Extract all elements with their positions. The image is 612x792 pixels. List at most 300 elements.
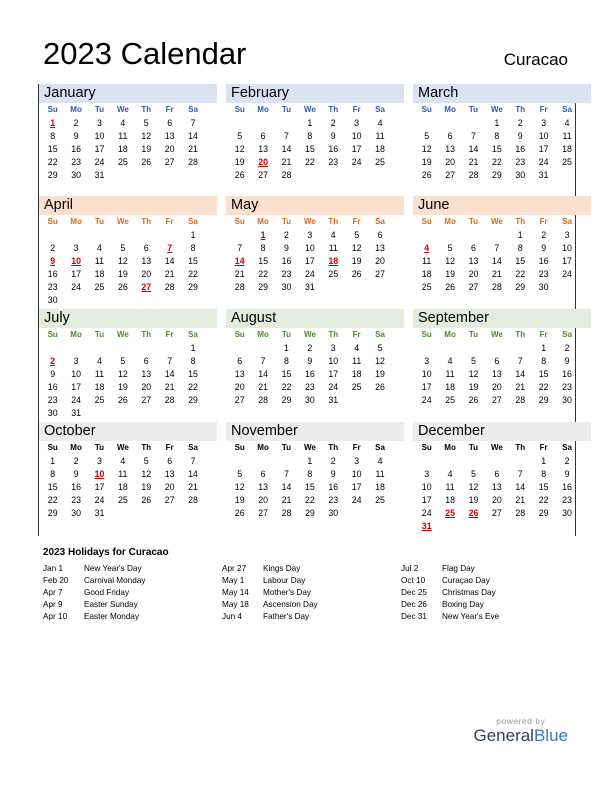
holiday-date-text: Dec 31	[401, 612, 427, 621]
empty-cell	[111, 229, 134, 242]
date-cell: 15	[188, 369, 198, 380]
weekday-label: Fr	[165, 330, 174, 339]
date-cell: 23	[304, 382, 315, 393]
date-cell: 18	[562, 144, 572, 155]
holiday-item	[43, 611, 145, 623]
weekday-label: Th	[515, 217, 526, 226]
empty-cell	[462, 455, 485, 468]
date-cell: 19	[117, 382, 128, 393]
date-cell: 6	[494, 469, 500, 480]
holiday-date-text: Apr 7	[43, 588, 63, 597]
date-cell: 20	[141, 269, 152, 280]
date-cell: 5	[377, 343, 383, 353]
date-cell: 21	[515, 382, 526, 393]
date-cell: 4	[377, 118, 383, 128]
date-cell: 21	[515, 495, 526, 506]
month-name: November	[226, 422, 404, 441]
date-cell: 28	[188, 157, 198, 168]
holiday-date-text: Jul 2	[401, 564, 419, 573]
weekday-label: Tu	[281, 330, 292, 339]
weekday-label: Mo	[444, 217, 456, 226]
week-row	[413, 342, 591, 355]
date-cell: 12	[141, 469, 152, 480]
week-row	[226, 169, 404, 182]
holiday-date: 20	[258, 157, 268, 168]
date-cell: 18	[445, 382, 455, 393]
date-cell: 14	[164, 369, 175, 380]
week-row	[413, 268, 591, 281]
date-cell: 15	[515, 256, 526, 267]
date-cell: 27	[164, 495, 175, 506]
holiday-date: 4	[424, 243, 430, 254]
date-cell: 30	[281, 282, 292, 293]
date-cell: 11	[445, 369, 455, 380]
date-cell: 13	[491, 482, 502, 493]
date-cell: 19	[375, 369, 385, 380]
date-cell: 12	[421, 144, 432, 155]
weekday-label: Tu	[468, 217, 479, 226]
holiday-item	[401, 611, 499, 623]
date-cell: 19	[117, 269, 128, 280]
date-cell: 29	[538, 395, 549, 406]
date-cell: 16	[328, 482, 339, 493]
month-name: February	[226, 84, 404, 103]
date-cell: 19	[421, 157, 432, 168]
date-cell: 14	[491, 256, 502, 267]
weekday-label: Tu	[94, 217, 105, 226]
empty-cell	[158, 342, 181, 355]
month-name: October	[39, 422, 217, 441]
date-cell: 12	[234, 482, 245, 493]
date-cell: 25	[445, 395, 455, 406]
empty-cell	[509, 342, 532, 355]
date-cell: 29	[47, 508, 58, 519]
date-cell: 26	[117, 395, 128, 406]
week-row	[413, 169, 591, 182]
date-cell: 26	[141, 495, 152, 506]
weekday-label: Sa	[188, 105, 198, 114]
week-row	[39, 381, 217, 394]
week-row	[413, 468, 591, 481]
week-row	[226, 143, 404, 156]
date-cell: 11	[445, 482, 455, 493]
weekday-label: Sa	[188, 330, 198, 339]
week-row	[413, 281, 591, 294]
date-cell: 9	[307, 356, 313, 367]
weekday-label: Tu	[94, 330, 105, 339]
weekday-label: Mo	[70, 330, 82, 339]
date-cell: 20	[445, 157, 455, 168]
date-cell: 21	[188, 144, 198, 155]
weekday-label: Th	[141, 330, 152, 339]
date-cell: 22	[188, 269, 198, 280]
date-cell: 8	[541, 356, 547, 367]
date-cell: 14	[281, 144, 292, 155]
week-row	[413, 355, 591, 368]
date-cell: 6	[494, 356, 500, 367]
date-cell: 25	[375, 157, 385, 168]
holiday-item	[43, 587, 145, 599]
holiday-date: 31	[421, 521, 432, 532]
date-cell: 16	[47, 269, 58, 280]
date-cell: 28	[258, 395, 268, 406]
calendar-grid	[38, 84, 576, 536]
date-cell: 2	[330, 118, 336, 128]
week-row	[226, 481, 404, 494]
weekday-label: We	[490, 443, 503, 452]
date-cell: 6	[237, 356, 243, 367]
empty-cell	[438, 455, 461, 468]
holiday-item	[401, 575, 499, 587]
date-cell: 11	[562, 131, 572, 142]
empty-cell	[158, 229, 181, 242]
date-cell: 23	[47, 395, 58, 406]
weekday-header	[226, 328, 404, 342]
date-cell: 16	[562, 482, 572, 493]
weekday-label: Su	[234, 105, 245, 114]
week-row	[39, 342, 217, 355]
holiday-date: 9	[50, 256, 56, 267]
date-cell: 23	[562, 495, 572, 506]
week-row	[39, 229, 217, 242]
week-row	[39, 255, 217, 268]
week-row	[413, 494, 591, 507]
date-cell: 4	[120, 456, 126, 466]
weekday-label: We	[303, 443, 316, 452]
date-cell: 4	[564, 118, 570, 128]
weekday-label: We	[490, 105, 503, 114]
date-cell: 3	[330, 343, 336, 353]
date-cell: 21	[188, 482, 198, 493]
date-cell: 30	[328, 508, 339, 519]
weekday-label: Su	[421, 105, 432, 114]
weekday-label: We	[116, 330, 129, 339]
date-cell: 18	[445, 495, 455, 506]
holiday-item	[43, 599, 145, 611]
date-cell: 17	[421, 495, 432, 506]
weekday-label: Th	[515, 330, 526, 339]
date-cell: 4	[120, 118, 126, 128]
date-cell: 25	[421, 282, 432, 293]
date-cell: 20	[258, 495, 268, 506]
date-cell: 10	[421, 482, 432, 493]
weekday-header	[39, 103, 217, 117]
date-cell: 4	[330, 230, 336, 240]
holiday-date-text: Dec 25	[401, 588, 427, 597]
date-cell: 20	[375, 256, 385, 267]
date-cell: 25	[117, 495, 128, 506]
date-cell: 28	[515, 508, 526, 519]
date-cell: 22	[304, 495, 315, 506]
week-row	[413, 143, 591, 156]
date-cell: 19	[468, 495, 479, 506]
date-cell: 12	[234, 144, 245, 155]
date-cell: 25	[94, 395, 105, 406]
weekday-label: Tu	[468, 443, 479, 452]
weekday-label: Fr	[539, 443, 548, 452]
month-october	[39, 422, 217, 534]
date-cell: 6	[260, 131, 266, 142]
date-cell: 26	[117, 282, 128, 293]
weekday-label: Mo	[257, 217, 269, 226]
week-row	[39, 481, 217, 494]
weekday-label: Fr	[352, 330, 361, 339]
date-cell: 11	[375, 469, 385, 480]
date-cell: 26	[141, 157, 152, 168]
country-label: Curacao	[503, 50, 568, 69]
date-cell: 22	[491, 157, 502, 168]
weekday-label: Su	[421, 330, 432, 339]
weekday-label: Mo	[444, 443, 456, 452]
holiday-date-text: Apr 10	[43, 612, 68, 621]
weekday-label: Fr	[352, 217, 361, 226]
weekday-label: We	[490, 330, 503, 339]
weekday-label: Mo	[257, 443, 269, 452]
weekday-label: Su	[421, 217, 432, 226]
week-row	[39, 294, 217, 307]
date-cell: 5	[237, 131, 243, 142]
week-row	[39, 468, 217, 481]
date-cell: 21	[164, 382, 175, 393]
weekday-header	[39, 215, 217, 229]
date-cell: 27	[234, 395, 245, 406]
brand-general: General	[473, 726, 534, 745]
date-cell: 1	[541, 343, 547, 353]
date-cell: 9	[541, 243, 547, 254]
date-cell: 1	[50, 456, 56, 466]
date-cell: 24	[71, 282, 81, 293]
date-cell: 13	[468, 256, 479, 267]
weekday-label: We	[116, 443, 129, 452]
holiday-date: 1	[50, 118, 56, 128]
week-row	[39, 156, 217, 169]
date-cell: 15	[491, 144, 502, 155]
date-cell: 18	[94, 382, 105, 393]
date-cell: 16	[71, 482, 81, 493]
week-row	[226, 130, 404, 143]
holidays-title: 2023 Holidays for Curacao	[43, 547, 169, 558]
date-cell: 26	[375, 382, 385, 393]
holiday-name: Boxing Day	[442, 600, 484, 609]
date-cell: 15	[538, 369, 549, 380]
weekday-label: Su	[234, 330, 245, 339]
date-cell: 24	[351, 157, 362, 168]
holiday-name: Easter Sunday	[84, 600, 138, 609]
holiday-name: Good Friday	[84, 588, 130, 597]
date-cell: 27	[445, 170, 455, 181]
date-cell: 3	[424, 356, 430, 367]
date-cell: 10	[538, 131, 549, 142]
date-cell: 12	[445, 256, 455, 267]
date-cell: 26	[445, 282, 455, 293]
date-cell: 1	[307, 118, 313, 128]
date-cell: 14	[188, 131, 198, 142]
holiday-date-text: Apr 27	[222, 564, 247, 573]
date-cell: 10	[421, 369, 432, 380]
date-cell: 5	[471, 469, 476, 480]
date-cell: 20	[491, 495, 502, 506]
date-cell: 6	[377, 230, 383, 240]
date-cell: 28	[281, 508, 292, 519]
holiday-date-text: Jan 1	[43, 564, 64, 573]
date-cell: 9	[564, 469, 570, 480]
weekday-label: Tu	[468, 330, 479, 339]
date-cell: 30	[515, 170, 526, 181]
weekday-header	[226, 215, 404, 229]
date-cell: 17	[351, 482, 362, 493]
week-row	[226, 117, 404, 130]
date-cell: 7	[517, 356, 523, 367]
date-cell: 10	[328, 356, 339, 367]
week-row	[226, 229, 404, 242]
date-cell: 23	[71, 495, 81, 506]
date-cell: 6	[143, 243, 149, 254]
weekday-header	[413, 103, 591, 117]
date-cell: 28	[491, 282, 502, 293]
date-cell: 22	[281, 382, 292, 393]
date-cell: 19	[141, 482, 152, 493]
date-cell: 23	[281, 269, 292, 280]
month-november	[226, 422, 404, 534]
date-cell: 29	[491, 170, 502, 181]
week-row	[39, 394, 217, 407]
date-cell: 7	[237, 243, 243, 254]
date-cell: 1	[494, 118, 500, 128]
date-cell: 5	[354, 230, 360, 240]
week-row	[413, 156, 591, 169]
date-cell: 22	[47, 495, 58, 506]
holiday-name: Kings Day	[263, 564, 301, 573]
date-cell: 16	[47, 382, 58, 393]
date-cell: 3	[354, 456, 360, 466]
date-cell: 5	[120, 243, 126, 254]
date-cell: 7	[471, 131, 476, 142]
weekday-label: Sa	[562, 105, 572, 114]
date-cell: 7	[517, 469, 523, 480]
date-cell: 5	[424, 131, 430, 142]
date-cell: 20	[141, 382, 152, 393]
weekday-label: Mo	[257, 330, 269, 339]
month-name: August	[226, 309, 404, 328]
date-cell: 27	[164, 157, 175, 168]
date-cell: 10	[71, 369, 81, 380]
date-cell: 12	[117, 256, 128, 267]
date-cell: 31	[538, 170, 549, 181]
date-cell: 3	[564, 230, 570, 240]
date-cell: 22	[258, 269, 268, 280]
date-cell: 9	[73, 131, 79, 142]
date-cell: 17	[94, 144, 105, 155]
date-cell: 19	[234, 495, 245, 506]
date-cell: 5	[120, 356, 126, 367]
holiday-item	[222, 599, 318, 611]
date-cell: 14	[188, 469, 198, 480]
empty-cell	[485, 455, 508, 468]
date-cell: 19	[445, 269, 455, 280]
date-cell: 16	[281, 256, 292, 267]
date-cell: 25	[328, 269, 339, 280]
holiday-item	[222, 563, 318, 575]
weekday-label: Fr	[165, 217, 174, 226]
date-cell: 2	[50, 243, 56, 254]
date-cell: 11	[94, 256, 105, 267]
date-cell: 17	[71, 269, 81, 280]
date-cell: 7	[190, 456, 196, 466]
date-cell: 15	[258, 256, 268, 267]
holiday-date-text: Dec 26	[401, 600, 427, 609]
date-cell: 25	[562, 157, 572, 168]
month-name: January	[39, 84, 217, 103]
holiday-item	[43, 563, 145, 575]
holiday-item	[43, 575, 145, 587]
date-cell: 20	[234, 382, 245, 393]
date-cell: 3	[541, 118, 547, 128]
date-cell: 20	[164, 144, 175, 155]
date-cell: 15	[304, 482, 315, 493]
week-row	[39, 268, 217, 281]
date-cell: 6	[260, 469, 266, 480]
date-cell: 1	[517, 230, 523, 240]
date-cell: 13	[141, 256, 152, 267]
empty-cell	[462, 229, 485, 242]
date-cell: 24	[421, 395, 432, 406]
date-cell: 6	[167, 456, 173, 466]
empty-cell	[415, 455, 438, 468]
date-cell: 21	[258, 382, 268, 393]
date-cell: 17	[71, 382, 81, 393]
weekday-label: Sa	[375, 217, 385, 226]
date-cell: 9	[330, 469, 336, 480]
date-cell: 18	[117, 482, 128, 493]
date-cell: 28	[188, 495, 198, 506]
weekday-label: Fr	[539, 217, 548, 226]
month-name: July	[39, 309, 217, 328]
date-cell: 17	[351, 144, 362, 155]
date-cell: 14	[164, 256, 175, 267]
date-cell: 17	[538, 144, 549, 155]
week-row	[226, 368, 404, 381]
weekday-label: We	[303, 105, 316, 114]
weekday-label: Th	[328, 443, 339, 452]
month-september	[413, 309, 591, 421]
empty-cell	[88, 229, 111, 242]
weekday-label: Mo	[444, 105, 456, 114]
date-cell: 23	[538, 269, 549, 280]
date-cell: 13	[491, 369, 502, 380]
date-cell: 14	[515, 482, 526, 493]
weekday-label: Sa	[188, 217, 198, 226]
holiday-date-text: Jun 4	[222, 612, 243, 621]
date-cell: 28	[164, 395, 175, 406]
date-cell: 1	[190, 230, 196, 240]
date-cell: 14	[258, 369, 268, 380]
holiday-name: Father's Day	[263, 612, 310, 621]
date-cell: 20	[468, 269, 479, 280]
date-cell: 11	[118, 469, 128, 480]
holiday-item	[222, 575, 318, 587]
month-march	[413, 84, 591, 196]
date-cell: 13	[164, 131, 175, 142]
holiday-item	[401, 587, 499, 599]
empty-cell	[135, 342, 158, 355]
date-cell: 31	[71, 408, 81, 419]
date-cell: 25	[375, 495, 385, 506]
week-row	[39, 507, 217, 520]
date-cell: 11	[328, 243, 338, 254]
date-cell: 7	[284, 469, 289, 480]
date-cell: 13	[141, 369, 152, 380]
date-cell: 24	[421, 508, 432, 519]
